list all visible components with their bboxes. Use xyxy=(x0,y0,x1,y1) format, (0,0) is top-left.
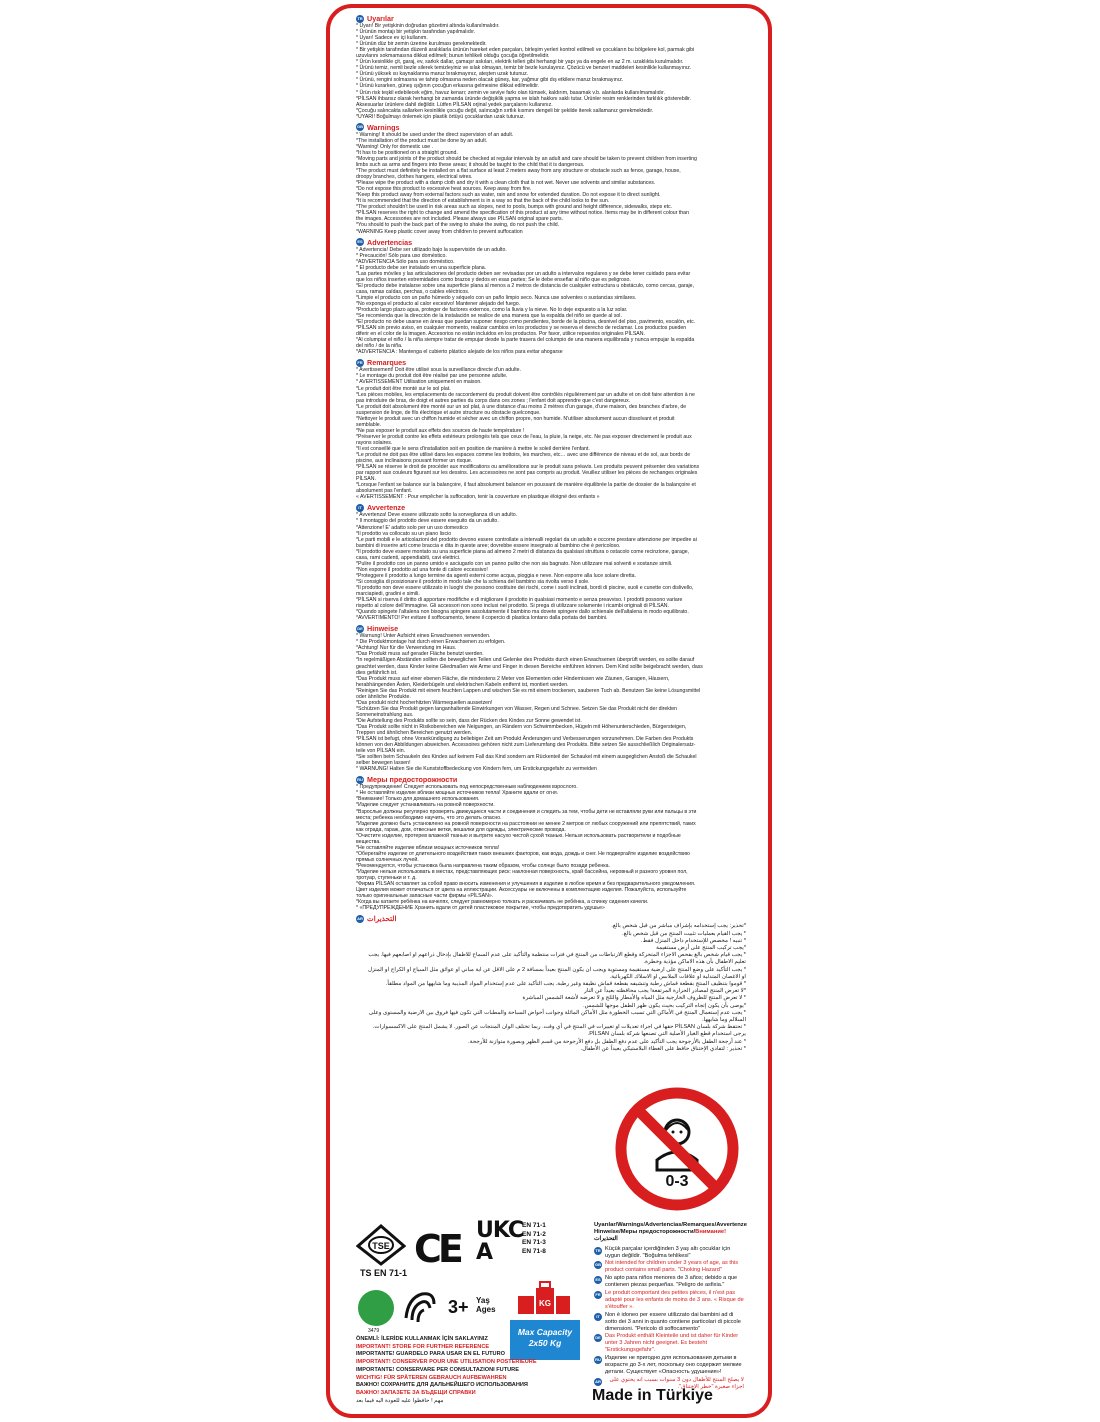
warning-line: * يجب التأكيد على وضع المنتج على ارضية مستقيمة ومستوية ويجب ان يكون المنتج بعيداً بمسافة 2 م على الاقل عن اية مباني او عوائق مثل السياج او الكراج او المنزل xyxy=(368,966,746,973)
capacity-title: Max Capacity xyxy=(517,1327,573,1337)
warning-line: تعليم الاطفال بأن هذه الاماكن مؤذية وخطرة. xyxy=(643,959,746,966)
warning-line: *PİLSAN ihbarsız olarak herhangi bir zamanda üründe değişiklik yapma ve islah hakkını saklı tutar. Ürünler resim renklerinden farklılık gösterebilir. xyxy=(356,95,692,102)
section-heading xyxy=(356,775,746,784)
warning-line: места; ребенка необходимо научить, что это делать опасно. xyxy=(356,814,502,821)
warning-line: *تحذير: يجب إستخدامه بإشراف مباشر من قبل شخص بالغ. xyxy=(611,923,746,930)
warning-line: * يجب عدم إستعمال المنتج في الأماكن التي تسبب الخطورة مثل الأماكن المائلة وجوانب أحواض السباحة والمطبات التي تكون فيها فروق بين الارضية والمستوى وعلى xyxy=(368,1009,746,1016)
store-reference-list xyxy=(356,1336,556,1405)
warning-line: *The product shouldn't be used in risk areas such as slopes, next to pools, bumps with ground and height difference, sidewalks, steps etc. xyxy=(356,204,673,211)
warning-line: *Les pièces mobiles, les emplacements de raccordement du produit doivent être contrôlés régulièrement par un adulte et on doit faire attention à ne xyxy=(356,391,695,398)
en-standard: EN 71-3 xyxy=(522,1239,546,1247)
warning-line: *لا تعرض المنتج لمصادر الحرارة المرتفعة! يجب محافظته بعيداً عن النار xyxy=(584,988,746,995)
warning-line: *The product must definitely be installed on a flat surface at least 2 meters away from any structure or obstacle such as fence, garage, house, xyxy=(356,168,681,175)
warning-line: * Il montaggio del prodotto deve essere eseguito da un adulto. xyxy=(356,518,499,525)
warning-line: *Achtung! Nur für die Verwendung im Haus. xyxy=(356,645,457,652)
section-title: Remarques xyxy=(367,358,407,368)
age-label-tr: Yaş xyxy=(476,1296,490,1305)
warning-line: * Ürünün montajı bir yetişkin tarafından yapılmalıdır. xyxy=(356,29,476,36)
warning-line: *El producto no debe usarse en áreas que puedan suponer riesgo como pendientes, borde de la piscina, desnivel del piso, pavimento, escalón, etc. xyxy=(356,319,696,326)
small-parts-text: Изделие не пригодно для использования детьми в возрасте до 3-х лет, поскольку оно содержит мелкие детали. Существует «Опасность удушения»! xyxy=(605,1355,742,1376)
warning-line: *Изделие следует устанавливать на ровной поверхности. xyxy=(356,802,495,809)
warning-line: прямых солнечных лучей. xyxy=(356,856,419,863)
warning-line: Aksesuarlar ürünlere dahil değildir. Lütfen PİLSAN orjinal yedek parçalarını kullanınız. xyxy=(356,101,553,108)
warning-line: *Las partes móviles y las articulaciones del producto deben ser revisadas por un adulto a intervalos regulares y se debe tener cuidado para evitar xyxy=(356,270,691,277)
warning-line: limbs such as arms and fingers into these areas; it should be taught to the child that it is dangerous. xyxy=(356,161,585,168)
warning-section-fr xyxy=(356,358,746,500)
warning-line: * Не оставляйте изделие вблизи мощных источников теплa! Храните вдали от огня. xyxy=(356,790,559,797)
flag-icon: ES xyxy=(357,239,363,245)
warning-line: *Рекомендуется, чтобы установка была направлена таким образом, чтобы солнце было позади ребенка. xyxy=(356,862,610,869)
tse-logo-icon xyxy=(356,1224,406,1266)
warning-line: *Le produit doit absolument être monté sur un sol plat, à une distance d'au moins 2 mètres d'un garage, d'une maison, des branches d'arbre, de xyxy=(356,403,687,410)
heading-red: Внимание! xyxy=(695,1229,727,1236)
warning-line: selber bewegen lassen! xyxy=(356,760,411,767)
warning-line: *Фирма PİLSAN оставляет за собой право вносить изменения и улучшения в изделие в любое время и без предварительного уведомления. xyxy=(356,881,696,888)
store-line: مهم ! حافظوا عليه للعودة اليه فيما بعد xyxy=(356,1397,444,1404)
weight-icon xyxy=(516,1280,572,1320)
warning-line: geachtet werden, dass Kinder keine Gliedmaßen wie Arme und Finger in diesen Bereiche einführen können. Dem Kind sollte beigebracht werden, dass xyxy=(356,663,703,670)
warning-section-es xyxy=(356,238,746,356)
warning-line: casa, ramas caídas, perchas, o cables eléctricos. xyxy=(356,288,470,295)
warning-line: * تحذير : لتفادي الإختناق حافظ على الغطاء البلاستيكي بعيداً عن الأطفال. xyxy=(580,1045,746,1052)
warning-line: absolument pas l'enfant. xyxy=(356,488,413,495)
warning-line: *Sie sollten beim Schaukeln des Kindes auf keinem Fall das Kind sondern am Rückenteil der Schaukel mit einem ausgeglichen Anstoß die Schaukel xyxy=(356,754,697,761)
small-parts-text: Das Produkt enthält Kleinteile und ist daher für Kinder unter 3 Jahren nicht geeignet. Es besteht "Erstickungsgefahr". xyxy=(605,1333,739,1354)
warning-line: * «ПРЕДУПРЕЖДЕНИЕ Хранить вдали от детей пластиковое покрытие, чтобы предотвратить удушье» xyxy=(356,905,605,912)
en-standards-list xyxy=(522,1222,546,1256)
section-heading xyxy=(356,123,746,132)
section-heading xyxy=(356,358,746,367)
warning-line: *Очистите изделие, протерев влажной тканью и вытрите насухо чистой сухой тканью. Нельзя использовать растворители и подобные xyxy=(356,832,681,839)
warning-line: *Le produit ne doit pas être utilisé dans les espaces comme les trottoirs, les marches, etc… avec une différence de niveau et de sol, aux bords de xyxy=(356,452,691,459)
flag-icon: AR xyxy=(357,915,363,921)
warning-line: * Ürünü yüksek ısı kaynaklarına maruz bırakmayınız, ateşten uzak tutunuz. xyxy=(356,71,529,78)
warning-section-gb xyxy=(356,123,746,235)
warning-line: *PİLSAN ist befugt, ohne Vorankündigung zu beliebiger Zeit am Produkt Änderungen und Verbesserungen vorzunehmen. Die Farben des Produkts xyxy=(356,736,694,743)
warnings-content xyxy=(356,14,746,1056)
section-heading xyxy=(356,503,746,512)
flag-icon: TR xyxy=(357,15,363,21)
small-parts-row xyxy=(594,1333,744,1354)
warning-line: *Pulire il prodotto con un panno umido e asciugarlo con un panno pulito che non sia bagnato. Non utilizzare mai solventi e sostanze simili. xyxy=(356,560,673,567)
flag-icon: IT xyxy=(594,1313,602,1321)
warning-line: او الاغصان المتدلية او علاقات الملابس او الاسلاك الكهربائية. xyxy=(609,973,746,980)
flag-icon: IT xyxy=(356,504,364,512)
flag-icon: GB xyxy=(595,1262,601,1268)
warning-line: *El producto debe instalarse sobre una superficie plana al menos a 2 metros de distancia de cualquier estructura u obstáculo, como cercas, garaje, xyxy=(356,282,694,289)
kg-text: KG xyxy=(539,1299,551,1308)
warning-line: *Al columpiar el niño / la niña siempre tratar de empujar desde la parte trasera del columpio de una manera equilibrada y nunca empujar la espalda xyxy=(356,337,695,344)
warning-line: * يجب القيام بعمليات تثبيت المنتج من قبل شخص بالغ. xyxy=(622,930,746,937)
warning-line: * AVERTISSEMENT Utilisation uniquement en maison. xyxy=(356,379,482,386)
warning-section-ru xyxy=(356,775,746,911)
warning-line: * Die Produktmontage hat durch einen Erwachsenen zu erfolgen. xyxy=(356,639,506,646)
warning-line: * Uyarı! Bir yetişkinin doğrudan gözetimi altında kullanılmalıdır. xyxy=(356,23,500,29)
small-parts-heading xyxy=(594,1222,747,1244)
store-line: IMPORTANTE! GUARDELO PARA USAR EN EL FUTURO xyxy=(356,1351,505,1358)
warning-line: * قوموا بتنظيف المنتج بقطعة قماش رطبة وتنشيفه بقطعة قماش نظيفة وغير رطبة. يجب التأكيد على عدم إستخدام المواد المذيبة وما شابهها من المواد مطلقاً. xyxy=(385,980,746,987)
warning-line: *PİLSAN se réserve le droit de procéder aux modifications ou améliorations sur le produit sans préavis. Les produits peuvent présenter des variations xyxy=(356,464,700,471)
warning-line: *It has to be positioned on a straight ground. xyxy=(356,149,458,156)
small-parts-row xyxy=(594,1260,744,1274)
warning-line: bambini di inserire arti come braccia e dita in queste aree; dovrebbe essere insegnato al bambino che è pericoloso. xyxy=(356,542,621,549)
warning-line: как ограда, гараж, дом, отвесные ветки, вешалки для одежды, электрические провода. xyxy=(356,826,566,833)
warning-section-de xyxy=(356,624,746,772)
warning-line: casa, rami cadenti, appendiabiti, cavi elettrici. xyxy=(356,554,461,561)
made-in-label: Made in Türkiye xyxy=(592,1387,713,1404)
warning-line: Treppen und ähnlichen Bereichen genutzt werden. xyxy=(356,730,473,737)
small-parts-row xyxy=(594,1275,744,1289)
ukca-mark xyxy=(476,1218,524,1265)
section-title: Меры предосторожности xyxy=(367,775,458,785)
warning-line: marciapiedi, gradini e simili. xyxy=(356,591,420,598)
warning-line: *Schützen Sie das Produkt gegen langanhaltende Einwirkungen von Wasser, Regen und Schnee. Setzen Sie das Produkt nicht der direkten xyxy=(356,705,678,712)
section-title: Avvertenze xyxy=(367,503,406,513)
green-dot-icon xyxy=(358,1290,394,1326)
flag-icon: AR xyxy=(595,1378,601,1384)
warning-line: *It is recommended that the direction of establishment is in a way so that the back of the child looks to the sun. xyxy=(356,198,610,205)
warning-line: *Çocuğu salıncakta sallarken kesinlikle çocuğu değil, salıncağın sırtlık kısmını dengeli bir şekilde iterek sallamanız gerekmektedir. xyxy=(356,107,654,114)
warning-line: * Ürünün düz bir zemin üzerine kurulması gerekmektedir. xyxy=(356,41,487,48)
section-heading xyxy=(356,238,746,247)
warning-line: * Ürün kesinlikle çit, garaj, ev, sarkık dallar, çamaşır askıları, elektrik telleri gibi herhangi bir yapı ya da engele en az 2 m. uzaklıkta kurulmalıdır. xyxy=(356,59,684,66)
warning-line: *Le parti mobili e le articolazioni del prodotto devono essere controllate a intervalli regolari da un adulto e occorre prestare attenzione per impedire ai xyxy=(356,536,697,543)
warning-line: يرجى استخدام قطع الغيار الأصلية التي تصنعها شركة بلسان PİLSAN. xyxy=(587,1031,746,1038)
warning-line: * Le montage du produit doit être réalisé par une personne adulte. xyxy=(356,373,508,380)
warning-line: *Внимание! Только для домашнего использования. xyxy=(356,796,480,803)
warning-line: del niño / de la niña. xyxy=(356,343,403,350)
section-heading xyxy=(356,914,746,923)
warning-line: *Do not expose this product to excessive heat sources. Keep away from fire. xyxy=(356,186,532,193)
warning-line: *Please wipe the product with a damp cloth and dry it with a clean cloth that is not wet. Never use solvents and similar substances. xyxy=(356,180,656,187)
small-parts-row xyxy=(594,1312,744,1333)
warning-line: * عند أرجحة الطفل بالأرجوحة يجب التأكيد على عدم دفع الطفل بل دفع الأرجوحة من قسم الظهر وبصورة متوازنة للأرجحة. xyxy=(468,1038,746,1045)
store-line: ÖNEMLİ: İLERİDE KULLANMAK İÇİN SAKLAYINIZ xyxy=(356,1336,488,1342)
warning-line: *Keep this product away from external factors such as water, rain and snow for extended duration. Do not expose it to direct sunlight. xyxy=(356,192,661,199)
section-title: Hinweise xyxy=(367,624,399,634)
warning-line: *PİLSAN sin previo aviso, en cualquier momento, realizar cambios en los productos y se reserva el derecho de reclamar. Los productos pueden xyxy=(356,325,687,332)
store-line: IMPORTANT! CONSERVER POUR UNE UTILISATION POSTERIEURE xyxy=(356,1359,537,1366)
en-standard: EN 71-1 xyxy=(522,1222,546,1229)
age-range-text: 0-3 xyxy=(665,1173,689,1190)
ce-mark: CE xyxy=(414,1227,460,1271)
en-standard: EN 71-8 xyxy=(522,1247,546,1255)
warning-line: dies gefährlich ist. xyxy=(356,669,398,676)
warning-line: *Оберегайте изделие от длительного воздействия таких внешних факторов, как вода, дождь и снег. Не подвергайте изделие воздействию xyxy=(356,850,690,857)
store-line: ВАЖНО! СОХРАНИТЕ ДЛЯ ДАЛЬНЕЙШЕГО ИСПОЛЬЗОВАНИЯ xyxy=(356,1382,528,1389)
warning-line: * Precaución! Sólo para uso doméstico. xyxy=(356,252,447,259)
warning-line: *Reinigen Sie das Produkt mit einem feuchten Lappen und wischen Sie es mit einem trockenen, sauberen Tuch ab. Benutzen Sie keine Lösungsmittel xyxy=(356,687,701,694)
heading-langs-2: Hinweise/Меры предосторожности/ xyxy=(594,1229,696,1236)
store-line: ВАЖНО! ЗАПАЗЕТЕ ЗА БЪДЕЩИ СПРАВКИ xyxy=(356,1389,476,1396)
warning-line: *Изделие нельзя использовать в местах, представляющих риск: наклонная поверхность, край бассейна, неровный и разного уровня пол, xyxy=(356,869,688,875)
warning-line: *Lorsque l'enfant se balance sur la balançoire, il faut absolument balancer en poussant de manière équilibrée la partie de dossier de la balançoire et xyxy=(356,482,696,489)
small-parts-text: No apto para niños menores de 3 años; debido a que contienen piezas pequeñas. "Peligro de asfixia." xyxy=(605,1275,738,1289)
warning-line: * Bir yetişkin tarafından düzenli aralıklarla ürünün hareket eden parçaları, birleşim yerleri kontrol edilmeli ve çocukların bu bölgelere kol, parmak gibi xyxy=(356,47,695,54)
small-parts-text: Not intended for children under 3 years of age, as this product contains small parts. "Choking Hazard" xyxy=(605,1260,739,1274)
warning-line: *Il prodotto non deve essere utilizzato in luoghi che possono costituire dei rischi, come i suoli inclinati, bordi di piscine, suoli e cunette con dislivello, xyxy=(356,584,694,591)
warning-line: *Attenzione! E' adatto solo per un uso domestico xyxy=(356,524,468,531)
age-label-en: Ages xyxy=(476,1305,496,1314)
warning-line: *Когда вы катаете ребёнка на качелях, следует равномерно толкать и раскачивать не ребёнка, а спинку сидения качели. xyxy=(356,899,649,906)
warning-line: السلالم وما شابهها. xyxy=(702,1016,746,1023)
warning-line: только оригинальные запасные части фирмы «PİLSAN». xyxy=(356,893,494,900)
warning-line: *No exponga el producto al calor excesivo! Mantener alejado del fuego. xyxy=(356,300,521,307)
age-3-plus: 3+ xyxy=(448,1297,469,1317)
warning-line: teile von PİLSAN ein. xyxy=(356,748,406,755)
warning-line: * Advertencia! Debe ser utilizado bajo la supervisión de un adulto. xyxy=(356,246,507,253)
warning-section-ar xyxy=(356,914,746,1053)
warning-line: *Warning! Only for domestic use . xyxy=(356,143,434,150)
warning-line: Sonneneinstrahlung aus. xyxy=(356,711,414,718)
warning-line: que los niños inserten extremidades como brazos y dedos en esas partes; Se le debe enseñar al niño que es peligroso. xyxy=(356,276,631,283)
warning-line: * Ürünü, rengini solmasına ve tahrip olmasına neden olacak güneş, kar, yağmur gibi dış etkilere maruz bırakmayınız. xyxy=(356,77,624,84)
heading-ar: التحذيرات xyxy=(594,1236,618,1243)
warning-line: тротуар, ступеньки и т. д. xyxy=(356,875,417,882)
warning-line: *You should to push the back part of the swing to shake the swing, do not push the child. xyxy=(356,222,560,229)
warning-line: PİLSAN. xyxy=(356,476,376,483)
store-line: IMPORTANT! STORE FOR FURTHER REFERENCE xyxy=(356,1343,490,1350)
section-title: التحذيرات xyxy=(367,914,397,924)
warning-line: * يجب قيام شخص بالغ بفحص الاجزاء المتحركة وقطع الارتباطات من المنتج في فترات منتظمة والتأكيد على عدم السماح للاطفال بإدخال ذراعهم او اصابعهم فيها. يجب xyxy=(368,952,746,959)
en-standard: EN 71-2 xyxy=(522,1230,546,1238)
warning-line: *PİLSAN si riserva il diritto di apportare modifiche e di migliorare il prodotto in qualsiasi momento e senza preavviso. I prodotti possono variare xyxy=(356,597,683,604)
store-line: IMPORTANTE! CONSERVARE PER CONSULTAZIONI FUTURE xyxy=(356,1366,519,1373)
warning-line: diferir en el color de la imagen. Accesorios no están incluidos en los productos. Por favor, utilice repuestos originales PİLSAN. xyxy=(356,331,645,338)
capacity-value: 2x50 Kg xyxy=(528,1338,562,1348)
flag-icon: DE xyxy=(595,1335,601,1341)
warning-line: piscine, aux inclinaisons pouvant former un risque. xyxy=(356,458,473,465)
section-title: Advertencias xyxy=(367,237,413,247)
warning-line: * Предупреждение! Следует использовать под непосредственным наблюдением взрослого. xyxy=(356,784,578,791)
warning-line: « AVERTISSEMENT : Pour empêcher la suffocation, tenir la couverture en plastique éloigné des enfants » xyxy=(356,494,600,501)
small-parts-row xyxy=(594,1355,744,1376)
warning-line: Цвет изделия может отличаться от цвета на иллюстрации. Аксессуары не включены в комплектацию изделия. Пожалуйста, используйте xyxy=(356,887,687,894)
warning-line: *Moving parts and joints of the product should be checked at regular intervals by an adult and care should be taken to prevent children from inserting xyxy=(356,155,697,162)
flag-icon: ES xyxy=(595,1277,601,1283)
warning-line: *يوصى بأن يكون إتجاه التركيب بحيث يكون ظهر الطفل موجها للشمس. xyxy=(583,1002,746,1009)
warning-line: *Limpie el producto con un paño húmedo y séquelo con un paño limpio seco. Nunca use solventes o sustancias similares. xyxy=(356,294,637,301)
warning-line: * Avertissement! Doit être utilisé sous la surveillance directe d'un adulte. xyxy=(356,367,521,374)
ukca-text: UKCA xyxy=(476,1218,524,1265)
warning-line: *ADVERTENCIA Sólo para uso doméstico. xyxy=(356,258,455,265)
warning-line: * Ürünü temiz, nemli bezle silerek temizleyiniz ve sılak olmayan, temiz bir bezle kurulayınız. Çözücü ve benzeri maddeleri kesinlikle kullanmayınız. xyxy=(356,65,692,72)
warning-line: *Das Produkt sollte nicht in Risikobereichen wie Neigungen, an Rändern von Schwimmbecken, Hügeln mit Höhenunterschieden, Bürgersteigen, xyxy=(356,723,687,730)
warning-line: *Il prodotto va collocato su un piano liscio xyxy=(356,530,452,537)
warning-line: herabhängenden Ästen, Kleiderbügeln und elektrischen Kabeln entfernt ist, montiert werden. xyxy=(356,681,569,688)
flag-icon: FR xyxy=(357,359,363,365)
warning-line: rayons solaires. xyxy=(356,439,393,446)
warning-line: *In regelmäßigen Abständen sollten die beweglichen Teilen und Gelenke des Produkts durch einen Erwachsenen überprüft werden, es sollte darauf xyxy=(356,657,695,664)
warning-line: *Proteggere il prodotto a lungo termine da agenti esterni come acqua, pioggia e neve. Non esporre alla luce solare diretta. xyxy=(356,572,637,579)
flag-icon: GB xyxy=(357,124,363,130)
warning-line: rispetto al colore dell'immagine. Gli accessori non sono inclusi nel prodotto. Si prega di utilizzare solamente i ricambi originali di PİLSAN. xyxy=(356,603,669,610)
heading-langs: Uyarılar/Warnings/Advertencias/Remarques/Avvertenze xyxy=(594,1222,747,1228)
warning-line: *Si consiglia di posizionare il prodotto in modo tale che la schiena del bambino sia rivolta verso il sole. xyxy=(356,578,590,585)
hand-hygiene-icon xyxy=(400,1288,440,1328)
small-parts-text: Le produit comportant des petites pièces, il n'est pas adapté pour les enfants de moins de 3 ans. « Risque de s'étouffer ». xyxy=(605,1290,744,1310)
small-parts-warning xyxy=(594,1222,747,1392)
tse-label: TS EN 71-1 xyxy=(360,1268,408,1278)
flag-icon: DE xyxy=(357,625,363,631)
green-dot-number: 3479 xyxy=(368,1328,380,1334)
flag-icon: RU xyxy=(357,776,363,782)
warning-line: *WARNING Keep plastic cover away from children to prevent suffocation xyxy=(356,228,523,235)
warning-line: *Le produit doit être monté sur le sol plat. xyxy=(356,385,451,392)
small-parts-row xyxy=(594,1246,744,1260)
warning-line: * Ürün risk teşkil edebilecek eğim, havuz kenarı; zemin ve seviye farkı olan tümsek, kaldırım, basamak v.b. alanlarda kullanılmamalıdır. xyxy=(356,89,665,96)
svg-text:TSE: TSE xyxy=(372,1241,390,1251)
section-title: Warnings xyxy=(367,122,400,132)
warning-line: par rapport aux couleurs figurant sur les dessins. Les accessoires ne sont pas compris au produit. Veuillez utiliser les pièces de rechanges originales xyxy=(356,470,698,477)
warning-line: *Die Aufstellung des Produkts sollte so sein, dass der Rücken des Kindes zur Sonne gewendet ist. xyxy=(356,717,582,724)
warning-line: * Warnung! Unter Aufsicht eines Erwachsenen verwenden. xyxy=(356,633,491,640)
warning-line: uzuvlarını sokmamasına dikkat edilmeli; bunun tehlikeli olduğu çocuğa öğretilmelidir. xyxy=(356,53,550,60)
warning-line: *Изделие должно быть установлено на ровной поверхности на расстоянии не менее 2 метров от любых сооружений или препятствий, таких xyxy=(356,820,696,827)
warning-line: *Nettoyer le produit avec un chiffon humide et sécher avec un chiffon propre, non humide. N'utiliser absolument aucun dissolvant et produit xyxy=(356,415,675,422)
warning-line: * لا تعرض المنتج للظروف الخارجية مثل المياه والأمطار والثلج و لا تعرضه لأشعة الشمس المباشرة xyxy=(522,995,746,1002)
warning-line: *UYARI! Boğulmayı önlemek için plastik örtüyü çocuklardan uzak tutunuz. xyxy=(356,113,525,120)
warning-section-tr xyxy=(356,14,746,120)
warning-line: *Il est conseillé que le sens d'installation soit en position de manière à mettre le soleil derrière l'enfant. xyxy=(356,446,590,452)
warning-line: *Préserver le produit contre les effets extérieurs prolongés tels que ceux de l'eau, la pluie, la neige, etc. Ne pas exposer directement le produit aux xyxy=(356,433,692,440)
warning-line: *Se recomienda que la dirección de la instalación se realice de una manera que la espalda del niño se quede al sol. xyxy=(356,313,622,320)
warning-line: können von den Abbildungen abweichen. Accessoires gehören nicht zum Lieferumfang des Produkts. Bitte setzen Sie ausschließlich Originalersatz- xyxy=(356,742,696,749)
small-parts-text: لا يصلح المنتج للأطفال دون 3 سنوات بسبب انه يحتوي على اجزاء صغيرة "خطر الإختناق". xyxy=(609,1376,744,1390)
warning-line: *Non esporre il prodotto ad una fonte di calore eccessivo! xyxy=(356,566,488,573)
section-title: Uyarılar xyxy=(367,14,394,23)
warning-line: * WARNUNG! Halten Sie die Kunststoffbedeckung von Kindern fern, um Erstickungsgefahr zu vermeiden xyxy=(356,766,597,773)
small-parts-row xyxy=(594,1290,744,1311)
warning-line: *Ne pas exposer le produit aux effets des sources de haute température ! xyxy=(356,427,525,434)
warning-line: *Взрослые должны регулярно проверять движущиеся части и соединения и следить за тем, чтобы дети не вставляли руки или пальцы в эти xyxy=(356,808,697,815)
section-heading xyxy=(356,14,746,23)
warning-line: *يجب تركيب المنتج على أرض مستقيمة xyxy=(656,944,746,951)
warning-line: *ADVERTENCIA : Mantenga el cubierto plástico alejado de los niños para evitar ahogarse xyxy=(356,349,563,356)
warning-line: вещества. xyxy=(356,838,381,845)
warning-line: *Не оставляйте изделие вблизи мощных источников тепла! xyxy=(356,844,500,851)
warning-line: *Quando spingete l'altalena non bisogna spingere assolutamente il bambino ma dovete spingere dallo schienale dell'altalena in modo equilibrato. xyxy=(356,609,689,616)
warning-line: * Ürünü kurarken, güneş ışığının çocuğun erkasına gelmesine dikkat edilmelidir. xyxy=(356,83,540,90)
warning-line: *Das produkt nicht hocherhitzten Wärmequellen aussetzen! xyxy=(356,699,493,706)
flag-icon: FR xyxy=(595,1292,601,1298)
warning-line: *AVVERTIMENTO! Per evitare il soffocamento, tenere il copercio di plastica lontano dalla portata dei bambini. xyxy=(356,615,608,622)
warning-line: *PİLSAN reserves the right to change and amend the specification of this product at any time without notice. Items may be in different colour than xyxy=(356,210,689,217)
warning-line: suspension de linge, de fils électrique et autre structure ou obstacle quelconque. xyxy=(356,409,541,416)
warning-line: *Das Produkt muss auf gerader Fläche benutzt werden. xyxy=(356,651,484,658)
section-heading xyxy=(356,624,746,633)
warning-line: oder ähnliche Produkte. xyxy=(356,693,411,700)
store-line: WICHTIG! FÜR SPÄTEREN GEBRAUCH AUFBEWAHREN xyxy=(356,1374,507,1381)
warning-line: * تحتفظ شركة بلسان PİLSAN حقها في اجراء تعديلات او تغييرات في المنتج في أي وقت. ربما تختلف الوان المنتجات عن الصور. لا يشمل المنتج على الاكسسوارات. xyxy=(372,1024,746,1031)
warning-line: *Producto largo plazo agua, proteger de factores externos, como la lluvia y la nieve. No lo deje expuesto a la luz solar. xyxy=(356,307,628,314)
warning-section-it xyxy=(356,503,746,621)
warning-line: pas introduire de bras, de doigt et autres parties du corps dans ces zones ; l'enfant doit apprendre que c'est dangereux. xyxy=(356,397,631,404)
warning-line: * Uyarı! Sadece ev içi kullanım. xyxy=(356,35,428,42)
small-parts-text: Non è idoneo per essere utilizzato dai bambini ad di sotto dei 3 anni in quanto contiene particolari di piccole dimensioni. "Pericolo di soffocamento" xyxy=(605,1311,741,1332)
warning-line: *Il prodotto deve essere montato su una superficie piana ad almeno 2 metri di distanza da qualsiasi struttura o ostacolo come recinzione, garage, xyxy=(356,548,690,555)
warning-line: semblable. xyxy=(356,421,382,428)
age-label xyxy=(476,1296,496,1314)
flag-icon: TR xyxy=(595,1247,601,1253)
warning-line: * Warning! It should be used under the direct supervision of an adult. xyxy=(356,131,514,138)
warning-line: the images. Accessories are not included. Please always use PİLSAN original spare parts. xyxy=(356,216,564,223)
warning-line: droopy branches, clothes hangers, electrical wires. xyxy=(356,174,473,181)
no-under-3-icon xyxy=(614,1086,740,1212)
warning-line: *The installation of the product must be done by an adult. xyxy=(356,137,488,144)
flag-icon: RU xyxy=(595,1357,601,1363)
warning-line: * Avvertenza! Deve essere utilizzato sotto la sorveglianza di un adulto. xyxy=(356,512,518,519)
small-parts-text: Küçük parçalar içerdiğinden 3 yaş altı çocuklar için uygun değildir. "Boğulma tehlikesi" xyxy=(605,1245,731,1259)
warning-line: *Das Produkt muss auf einer ebenen Fläche, die mindestens 2 Meter von Elementen oder Hindernissen wie Zäunen, Garagen, Häusern, xyxy=(356,675,670,682)
warning-line: * El producto debe ser instalado en una superficie plana. xyxy=(356,264,487,271)
warning-line: * تنبيه ! مخصص للإستخدام داخل المنزل فقط. xyxy=(641,937,746,944)
